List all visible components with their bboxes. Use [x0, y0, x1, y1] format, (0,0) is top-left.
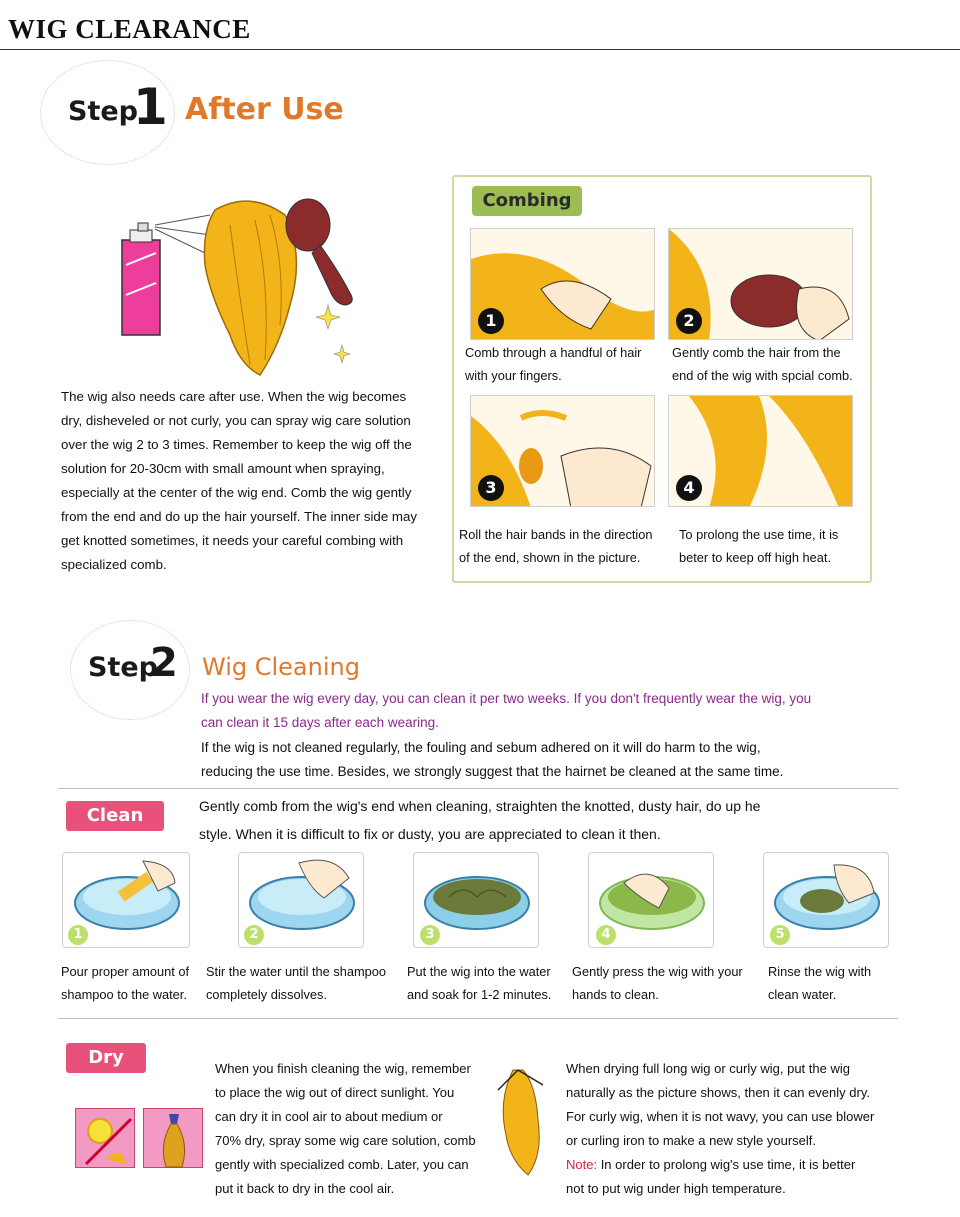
dry-right-text	[566, 1057, 874, 1201]
clean-caption-3	[407, 960, 551, 1006]
clean-number-1: 1	[68, 925, 88, 945]
clean-caption-5	[768, 960, 871, 1006]
combing-caption-4	[679, 523, 838, 569]
caption-line: Rinse the wig with	[768, 964, 872, 979]
dry-line: naturally as the picture shows, then it can evenly dry.	[566, 1085, 870, 1100]
black-line: If the wig is not cleaned regularly, the fouling and sebum adhered on it will do harm to the wig,	[201, 740, 761, 755]
step1-label: Step	[68, 96, 138, 127]
step2-black-text	[201, 736, 783, 784]
step1-title: After Use	[185, 92, 344, 127]
caption-line: beter to keep off high heat.	[679, 550, 832, 565]
step1-line: from the end and do up the hair yourself. The inner side may	[61, 509, 418, 524]
step1-line: especially at the center of the wig end. Comb the wig gently	[61, 485, 412, 500]
step1-line: get knotted sometimes, it needs your careful combing with	[61, 533, 404, 548]
dry-line: gently with specialized comb. Later, you can	[215, 1157, 469, 1172]
dry-line: not to put wig under high temperature.	[566, 1181, 786, 1196]
caption-line: Put the wig into the water	[407, 964, 551, 979]
note-text: In order to prolong wig's use time, it is better	[597, 1157, 856, 1172]
combing-tag: Combing	[472, 186, 582, 216]
clean-number-4: 4	[596, 925, 616, 945]
combing-number-4: 4	[676, 475, 702, 501]
caption-line: To prolong the use time, it is	[679, 527, 839, 542]
step1-paragraph	[61, 385, 441, 577]
combing-number-3: 3	[478, 475, 504, 501]
hanging-wig-illustration	[488, 1060, 558, 1180]
caption-line: shampoo to the water.	[61, 987, 187, 1002]
caption-line: Stir the water until the shampoo	[206, 964, 386, 979]
dry-line: When you finish cleaning the wig, remember	[215, 1061, 471, 1076]
caption-line: Pour proper amount of	[61, 964, 190, 979]
sun-dry-icon	[75, 1108, 135, 1168]
caption-line: hands to clean.	[572, 987, 659, 1002]
caption-line: Gently comb the hair from the	[672, 345, 841, 360]
note-label: Note:	[566, 1157, 598, 1172]
clean-number-5: 5	[770, 925, 790, 945]
dry-left-text	[215, 1057, 476, 1201]
purple-line: can clean it 15 days after each wearing.	[201, 715, 439, 730]
step2-title: Wig Cleaning	[202, 653, 360, 681]
divider-1	[58, 788, 898, 789]
clean-text	[199, 792, 760, 848]
caption-line: and soak for 1-2 minutes.	[407, 987, 552, 1002]
clean-line: style. When it is difficult to fix or dusty, you are appreciated to clean it then.	[199, 826, 661, 842]
clean-caption-1	[61, 960, 189, 1006]
page-title: WIG CLEARANCE	[8, 14, 251, 44]
combing-caption-1	[465, 341, 641, 387]
dry-note-line	[566, 1153, 874, 1177]
caption-line: of the end, shown in the picture.	[459, 550, 641, 565]
step1-line: dry, disheveled or not curly, you can spray wig care solution	[61, 413, 411, 428]
clean-number-3: 3	[420, 925, 440, 945]
dry-line: to place the wig out of direct sunlight. You	[215, 1085, 455, 1100]
step1-line: over the wig 2 to 3 times. Remember to keep the wig off the	[61, 437, 412, 452]
caption-line: with your fingers.	[465, 368, 562, 383]
step1-number: 1	[133, 78, 168, 136]
caption-line: completely dissolves.	[206, 987, 327, 1002]
combing-number-2: 2	[676, 308, 702, 334]
hang-dry-icon	[143, 1108, 203, 1168]
clean-line: Gently comb from the wig's end when cleaning, straighten the knotted, dusty hair, do up he	[199, 798, 761, 814]
step1-line: specialized comb.	[61, 557, 167, 572]
caption-line: Gently press the wig with your	[572, 964, 743, 979]
dry-line: can dry it in cool air to about medium or	[215, 1109, 443, 1124]
caption-line: Roll the hair bands in the direction	[459, 527, 653, 542]
clean-caption-4	[572, 960, 743, 1006]
dry-line: For curly wig, when it is not wavy, you can use blower	[566, 1109, 875, 1124]
clean-caption-2	[206, 960, 386, 1006]
caption-line: Comb through a handful of hair	[465, 345, 642, 360]
dry-line: 70% dry, spray some wig care solution, comb	[215, 1133, 476, 1148]
black-line: reducing the use time. Besides, we strongly suggest that the hairnet be cleaned at the same time.	[201, 764, 784, 779]
dry-tag: Dry	[66, 1043, 146, 1073]
dry-line: When drying full long wig or curly wig, put the wig	[566, 1061, 850, 1076]
clean-tag: Clean	[66, 801, 164, 831]
combing-caption-2	[672, 341, 853, 387]
step1-line: The wig also needs care after use. When the wig becomes	[61, 389, 407, 404]
combing-caption-3	[459, 523, 653, 569]
divider-2	[58, 1018, 898, 1019]
caption-line: end of the wig with spcial comb.	[672, 368, 853, 383]
dry-line: or curling iron to make a new style yourself.	[566, 1133, 816, 1148]
step2-purple-text	[201, 687, 811, 735]
dry-line: put it back to dry in the cool air.	[215, 1181, 395, 1196]
spray-wig-illustration	[110, 195, 380, 390]
step2-number: 2	[150, 640, 178, 686]
combing-number-1: 1	[478, 308, 504, 334]
purple-line: If you wear the wig every day, you can clean it per two weeks. If you don't frequently wear the wig, you	[201, 691, 812, 706]
step2-label: Step	[88, 652, 158, 683]
step1-line: solution for 20-30cm with small amount when spraying,	[61, 461, 385, 476]
clean-number-2: 2	[244, 925, 264, 945]
caption-line: clean water.	[768, 987, 837, 1002]
